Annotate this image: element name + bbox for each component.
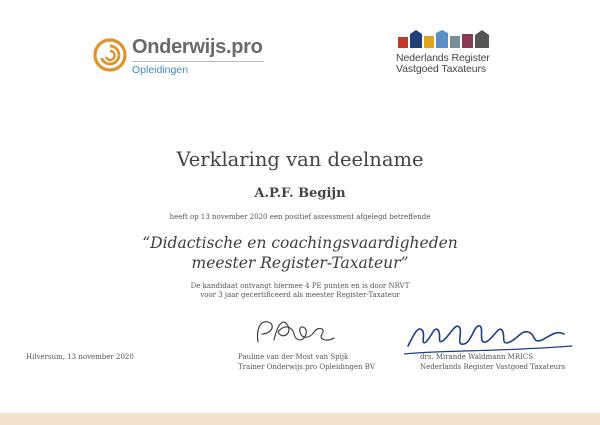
brand-name: Onderwijs.pro bbox=[132, 36, 263, 58]
onderwijs-pro-logo bbox=[92, 34, 272, 80]
certificate-title: Verklaring van deelname bbox=[176, 148, 424, 171]
signature-pauline bbox=[248, 312, 338, 352]
houses-icon bbox=[398, 30, 494, 48]
points-text bbox=[0, 282, 600, 300]
nrvt-logo bbox=[396, 30, 516, 76]
course-title-line1: “Didactische en coachingsvaardigheden bbox=[142, 234, 458, 252]
logo-divider bbox=[132, 61, 264, 62]
place-date: Hilversum, 13 november 2020 bbox=[26, 353, 134, 361]
spiral-ring-icon bbox=[92, 37, 128, 73]
points-line1: De kandidaat ontvangt hiermee 4 PE punten en is door NRVT bbox=[190, 282, 410, 290]
statement-text: heeft op 13 november 2020 een positief assessment afgelegd betreffende bbox=[169, 213, 431, 221]
brand-subtitle: Opleidingen bbox=[132, 64, 189, 76]
signer1-role: Trainer Onderwijs.pro Opleidingen BV bbox=[238, 362, 375, 371]
signer1-name: Pauline van der Most van Spijk bbox=[238, 353, 349, 361]
signer1-block bbox=[238, 353, 375, 372]
signer2-block bbox=[420, 353, 565, 372]
participant-name: A.P.F. Begijn bbox=[254, 186, 346, 201]
course-title-line2: meester Register-Taxateur” bbox=[191, 254, 409, 272]
signer2-name: drs. Mirande Waldmann MRICS bbox=[420, 353, 534, 361]
signature-mirande bbox=[404, 316, 574, 358]
nrvt-name-line1: Nederlands Register bbox=[396, 52, 490, 64]
course-title bbox=[0, 233, 600, 273]
bottom-decorative-bar bbox=[0, 413, 600, 425]
points-line2: voor 3 jaar gecertificeerd als meester Register-Taxateur bbox=[200, 291, 400, 299]
signer2-role: Nederlands Register Vastgoed Taxateurs bbox=[420, 362, 566, 371]
nrvt-name-line2: Vastgoed Taxateurs bbox=[396, 63, 487, 75]
